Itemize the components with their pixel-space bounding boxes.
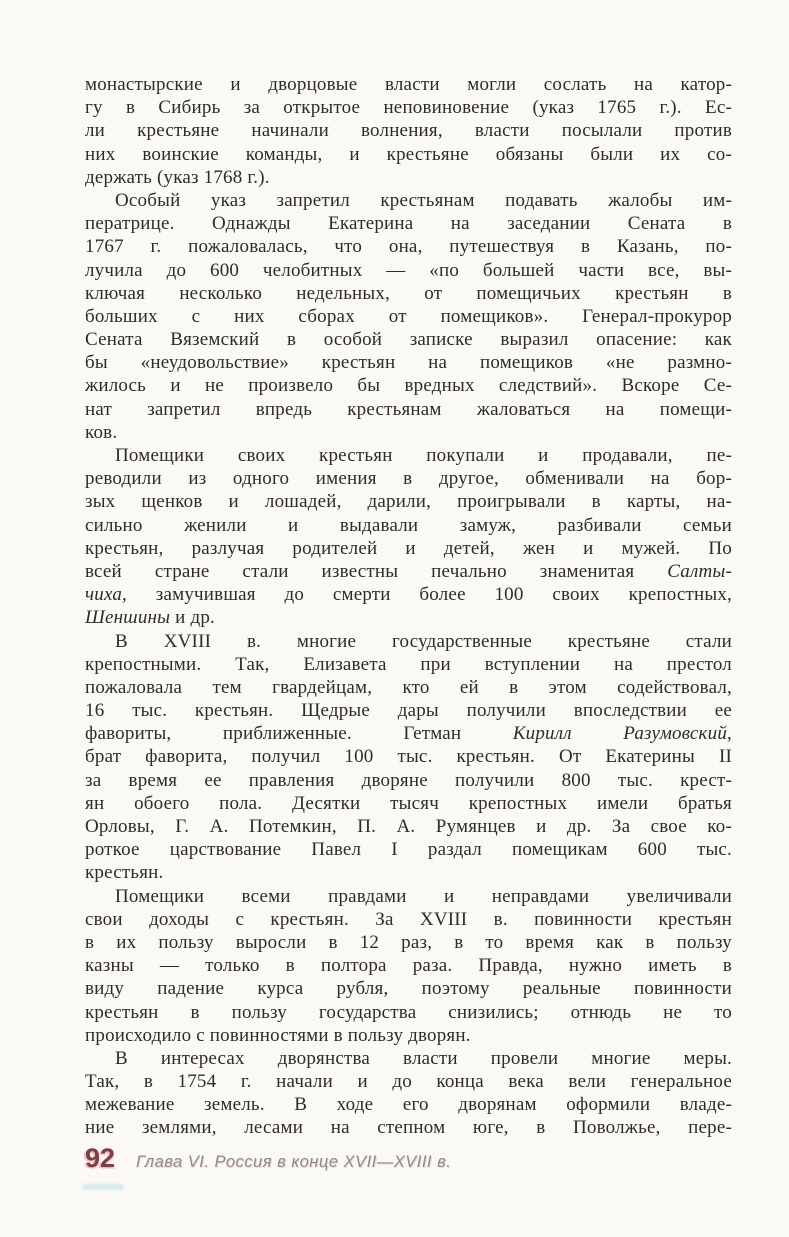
text-line — [85, 421, 732, 444]
text-run: фавориты, приближенные. Гетман — [85, 723, 513, 745]
text-line — [85, 606, 732, 629]
text-line — [85, 1001, 732, 1024]
text-line — [85, 1116, 732, 1139]
text-line — [85, 861, 732, 884]
text-line — [85, 351, 732, 374]
text-run: Особый указ запретил крестьянам подавать жалобы им- — [115, 189, 732, 211]
page-number: 92 — [85, 1143, 116, 1173]
text-line — [85, 259, 732, 282]
text-run: свои доходы с крестьян. За XVIII в. повинности крестьян — [85, 908, 732, 930]
text-run: казны — только в полтора раза. Правда, нужно иметь в — [85, 955, 732, 977]
text-run: монастырские и дворцовые власти могли сослать на катор- — [85, 74, 732, 95]
text-line — [85, 235, 732, 258]
text-line — [85, 653, 732, 676]
text-run: Так, в 1754 г. начали и до конца века вели генеральное — [85, 1071, 732, 1093]
text-line — [85, 1093, 732, 1116]
text-run: Орловы, Г. А. Потемкин, П. А. Румянцев и др. За свое ко- — [85, 816, 732, 837]
text-line — [85, 1024, 732, 1047]
text-run: Помещики всеми правдами и неправдами увеличивали — [115, 885, 732, 907]
scan-artifact — [82, 1184, 124, 1190]
text-run: ператрице. Однажды Екатерина на заседании Сената в — [85, 213, 732, 235]
text-line — [85, 838, 732, 861]
chapter-title: Глава VI. Россия в конце XVII—XVIII в. — [136, 1153, 452, 1171]
text-line — [85, 931, 732, 954]
text-run: них воинские команды, и крестьяне обязаны были их со- — [85, 143, 732, 165]
page-text — [85, 73, 732, 1140]
text-run: ли крестьяне начинали волнения, власти посылали против — [85, 120, 732, 142]
text-line — [85, 699, 732, 722]
text-run: гу в Сибирь за открытое неповиновение (указ 1765 г.). Ес- — [85, 97, 732, 119]
text-line — [85, 119, 732, 142]
text-run: крепостными. Так, Елизавета при вступлении на престол — [85, 653, 732, 675]
text-run: роткое царствование Павел I раздал помещикам 600 тыс. — [85, 839, 732, 861]
text-line — [85, 745, 732, 768]
text-run: за время ее правления дворяне получили 800 тыс. крест- — [85, 769, 732, 791]
text-line — [85, 212, 732, 235]
text-run: В интересах дворянства власти провели многие меры. — [115, 1047, 732, 1069]
text-line — [85, 467, 732, 490]
text-run: ков. — [85, 421, 118, 443]
text-line — [85, 490, 732, 513]
text-line — [85, 977, 732, 1000]
text-run: ключая несколько недельных, от помещичьих крестьян в — [85, 282, 732, 304]
text-run: пожаловала тем гвардейцам, кто ей в этом содействовал, — [85, 676, 732, 698]
text-line — [85, 189, 732, 212]
text-line — [85, 676, 732, 699]
text-run: нат запретил впредь крестьянам жаловаться на помещи- — [85, 398, 732, 420]
text-run: в их пользу выросли в 12 раз, в то время как в пользу — [85, 931, 732, 953]
text-run: Помещики своих крестьян покупали и продавали, пе- — [115, 445, 732, 466]
text-line — [85, 282, 732, 305]
text-run: , — [727, 723, 732, 745]
text-run: крестьян в пользу государства снизились; отнюдь не то — [85, 1001, 732, 1023]
italic-text-run: Кирилл Разумовский — [512, 723, 728, 745]
text-run: лучила до 600 челобитных — «по большей части все, вы- — [85, 259, 732, 281]
page-footer — [85, 1143, 451, 1174]
text-line — [85, 374, 732, 397]
text-run: бы «неудовольствие» крестьян на помещиков «не размно- — [85, 352, 732, 374]
text-line — [85, 954, 732, 977]
text-line — [85, 1047, 732, 1070]
italic-text-run: Шеншины — [85, 607, 171, 629]
text-run: Сената Вяземский в особой записке выразил опасение: как — [85, 329, 732, 351]
italic-text-run: чиха — [85, 584, 123, 606]
text-line — [85, 1070, 732, 1093]
text-run: сильно женили и выдавали замуж, разбивали семьи — [85, 514, 732, 536]
text-line — [85, 583, 732, 606]
text-run: реводили из одного имения в другое, обменивали на бор- — [85, 468, 732, 490]
text-run: и др. — [170, 607, 216, 629]
text-run: всей стране стали известны печально знаменитая — [85, 560, 668, 582]
text-line — [85, 792, 732, 815]
text-run: ние землями, лесами на степном юге, в Поволжье, пере- — [85, 1117, 732, 1139]
text-line — [85, 305, 732, 328]
text-run: крестьян. — [85, 862, 164, 884]
italic-text-run: Салты- — [667, 560, 732, 582]
text-run: жилось и не произвело бы вредных следствий». Вскоре Се- — [85, 375, 732, 397]
text-run: крестьян, разлучая родителей и детей, жен и мужей. По — [85, 537, 732, 559]
text-line — [85, 514, 732, 537]
text-line — [85, 96, 732, 119]
text-line — [85, 73, 732, 96]
text-line — [85, 885, 732, 908]
text-line — [85, 908, 732, 931]
text-line — [85, 630, 732, 653]
text-run: , замучившая до смерти более 100 своих крепостных, — [122, 584, 732, 606]
text-run: 1767 г. пожаловалась, что она, путешествуя в Казань, по- — [85, 236, 732, 258]
text-run: происходило с повинностями в пользу дворян. — [85, 1024, 471, 1046]
text-line — [85, 815, 732, 838]
text-run: межевание земель. В ходе его дворянам оформили владе- — [85, 1094, 732, 1116]
text-run: 16 тыс. крестьян. Щедрые дары получили впоследствии ее — [85, 700, 732, 722]
text-line — [85, 537, 732, 560]
text-line — [85, 143, 732, 166]
text-line — [85, 328, 732, 351]
text-run: виду падение курса рубля, поэтому реальные повинности — [85, 978, 732, 1000]
text-line — [85, 166, 732, 189]
text-run: брат фаворита, получил 100 тыс. крестьян. От Екатерины II — [85, 746, 732, 768]
text-run: больших с них сборах от помещиков». Генерал-прокурор — [85, 305, 732, 327]
text-run: держать (указ 1768 г.). — [85, 166, 270, 188]
text-run: зых щенков и лошадей, дарили, проигрывали в карты, на- — [85, 491, 732, 513]
text-line — [85, 444, 732, 467]
text-line — [85, 560, 732, 583]
text-line — [85, 722, 732, 745]
text-run: В XVIII в. многие государственные крестьяне стали — [115, 630, 732, 652]
text-line — [85, 398, 732, 421]
text-run: ян обоего пола. Десятки тысяч крепостных имели братья — [85, 792, 732, 814]
text-line — [85, 769, 732, 792]
